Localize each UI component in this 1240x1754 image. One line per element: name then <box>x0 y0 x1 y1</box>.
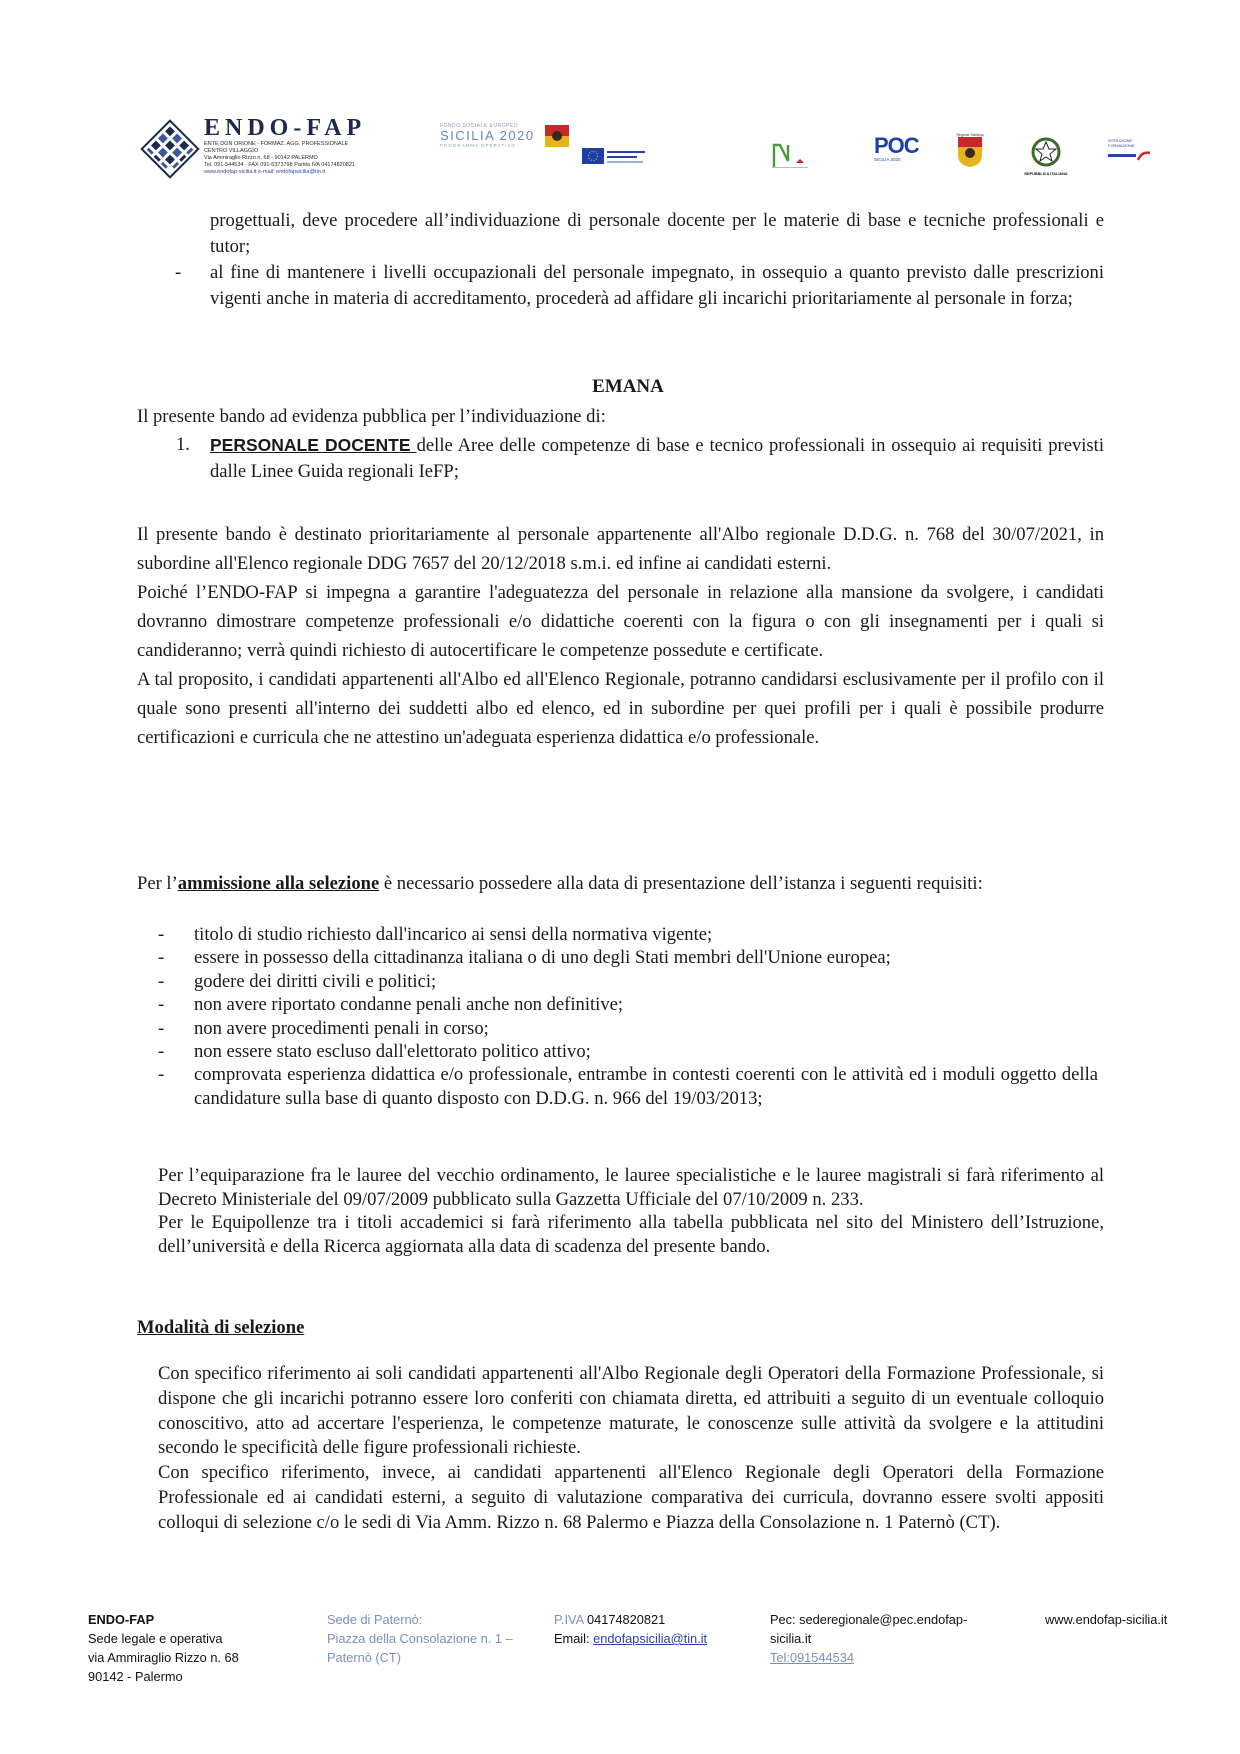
dash-bullet: - <box>158 924 165 945</box>
page-footer <box>0 1610 1240 1690</box>
requirement-text: essere in possesso della cittadinanza italiana o di uno degli Stati membri dell'Unione europea; <box>194 947 891 969</box>
regione-siciliana-logo: Regione Siciliana <box>950 133 990 179</box>
paragraph-modalita-elenco: Con specifico riferimento, invece, ai candidati appartenenti all'Elenco Regionale degli Operatori della Formazione Professionale ed ai candidati esterni, a seguito di valutazione comparativa dei curricula, dovranno essere svolti appositi colloqui di selezione c/o le sedi di Via Amm. Rizzo n. 68 Palermo e Piazza della Consolazione n. 1 Paternò (CT). <box>158 1462 1104 1533</box>
sicilia-2020-logo: FONDO SOCIALE EUROPEO SICILIA 2020 PROGRAMMA OPERATIVO <box>440 123 570 159</box>
brand-line-4: Tel. 091-544534 - FAX 091-6373798 Partita IVA 04174820821 <box>204 162 355 168</box>
footer-website-link[interactable]: www.endofap-sicilia.it <box>1045 1612 1168 1627</box>
requirement-item <box>138 923 1098 946</box>
modalita-heading-block <box>137 1315 537 1341</box>
intro-bullet <box>175 260 1104 312</box>
paragraph-modalita-albo: Con specifico riferimento ai soli candidati appartenenti all'Albo Regionale degli Operatori della Formazione Professionale, si dispone che gli incarichi potranno essere loro conferiti con chiamata diretta, ed attribuiti a seguito di un eventuale colloquio conoscitivo, atto ad accertare l'esperienza, le competenze maturate, le conoscenze sulle attività da svolgere e la attitudini secondo le specificità delle figure professionali richieste. <box>158 1363 1104 1459</box>
dash-bullet: - <box>158 1041 165 1063</box>
requirement-text: non essere stato escluso dall'elettorato politico attivo; <box>194 1041 591 1063</box>
footer-tel-link[interactable]: Tel:091544534 <box>770 1650 854 1665</box>
footer-website <box>1045 1610 1230 1629</box>
requirement-item <box>138 1040 1098 1063</box>
brand-block <box>204 115 366 176</box>
italian-emblem-icon <box>1031 137 1061 167</box>
partner-logos <box>440 125 1240 185</box>
brand-line-5: www.endofap-sicilia.it e-mail: endofapsicilia@tin.it <box>204 169 326 175</box>
brand-line-1: ENTE DON ORIONE - FORMAZ. AGG. PROFESSIONALE <box>204 141 349 147</box>
requirements-list <box>138 923 1098 1110</box>
emana-heading: EMANA <box>592 376 664 397</box>
brand-line-2: CENTRO VILLAGGIO <box>204 148 259 154</box>
emana-intro <box>137 404 1104 430</box>
dash-bullet: - <box>158 947 165 969</box>
paragraph-proposito: A tal proposito, i candidati appartenenti all'Albo ed all'Elenco Regionale, potranno candidarsi esclusivamente per il profilo con il quale sono presenti all'interno dei suddetti albo ed elenco, ed in subordine per quei profili per i quali è possibile produrre certificazioni e curricula che ne attestino un'adeguata esperienza didattica e/o professionale. <box>137 669 1104 748</box>
emana-item-1 <box>176 432 1104 485</box>
modalita-block <box>158 1362 1104 1536</box>
brand-line-3: Via Ammiraglio Rizzo n. 68 - 90142 PALERMO <box>204 155 318 161</box>
trinacria-red-icon <box>545 125 569 147</box>
letterhead <box>140 115 1135 190</box>
brand-name: ENDO-FAP <box>204 115 367 141</box>
dash-bullet: - <box>158 994 165 1016</box>
dash-bullet: - <box>158 970 165 992</box>
istruzione-swoosh-icon <box>1108 151 1154 161</box>
requirement-item <box>138 1017 1098 1040</box>
endofap-diamond-logo <box>140 119 200 179</box>
eu-fund-caption <box>607 149 652 163</box>
regione-shield-icon <box>958 137 982 167</box>
paragraph-equipollenze: Per le Equipollenze tra i titoli accademici si farà riferimento alla tabella pubblicata nel sito del Ministero dell’Istruzione, dell’università e della Ricerca aggiornata alla data di scadenza del presente bando. <box>158 1212 1104 1257</box>
requirement-item <box>138 1063 1098 1110</box>
requirement-text: godere dei diritti civili e politici; <box>194 970 437 992</box>
requirement-text: non avere procedimenti penali in corso; <box>194 1017 489 1039</box>
requirement-item <box>138 993 1098 1016</box>
intro-continuation: progettuali, deve procedere all’individuazione di personale docente per le materie di base e tecniche professionali e tutor; <box>210 210 1104 257</box>
footer-contatti: P.IVA 04174820821 Email: endofapsicilia@tin.it <box>554 1612 708 1646</box>
modalita-heading: Modalità di selezione <box>137 1317 305 1338</box>
dash-bullet: - <box>158 1017 165 1039</box>
poc-logo: POC SICILIA 2020 <box>874 133 919 162</box>
ammissione-intro: Per l’ammissione alla selezione è necessario possedere alla data di presentazione dell’istanza i seguenti requisiti: <box>137 873 983 894</box>
personale-docente-label: PERSONALE DOCENTE <box>210 435 417 455</box>
emana-intro-text: Il presente bando ad evidenza pubblica per l’individuazione di: <box>137 406 606 427</box>
paragraph-equiparazione: Per l’equiparazione fra le lauree del vecchio ordinamento, le lauree specialistiche e le lauree magistrali si farà riferimento al Decreto Ministeriale del 09/07/2009 pubblicato sulla Gazzetta Ufficiale del 07/10/2009 n. 233. <box>158 1165 1104 1210</box>
requirement-item <box>138 946 1098 969</box>
requirement-text: non avere riportato condanne penali anche non definitive; <box>194 994 624 1016</box>
requirement-item <box>138 970 1098 993</box>
istruzione-formazione-logo: ISTRUZIONE FORMAZIONE <box>1108 138 1158 158</box>
dash-bullet: - <box>175 262 182 283</box>
requirement-text: comprovata esperienza didattica e/o professionale, entrambe in contesti coerenti con le attività ed i moduli oggetto della candidature sulla base di quanto disposto con D.D.G. n. 966 del 19/03/2013; <box>194 1064 1098 1109</box>
equiparazione-block <box>158 1164 1104 1258</box>
ammissione-label: ammissione alla selezione <box>177 873 380 894</box>
ministero-lavoro-icon <box>770 139 810 169</box>
paragraph-destinatari: Il presente bando è destinato prioritariamente al personale appartenente all'Albo regionale D.D.G. n. 768 del 30/07/2021, in subordine all'Elenco regionale DDG 7657 del 20/12/2018 s.m.i. ed infine ai candidati esterni. <box>137 524 1104 574</box>
footer-pec: Pec: sederegionale@pec.endofap- sicilia.it Tel:091544534 <box>770 1610 1010 1667</box>
requirement-text: titolo di studio richiesto dall'incarico ai sensi della normativa vigente; <box>194 924 713 945</box>
repubblica-italiana-logo: REPUBBLICA ITALIANA <box>1020 137 1072 181</box>
footer-sede-legale: ENDO-FAP Sede legale e operativa via Ammiraglio Rizzo n. 68 90142 - Palermo <box>88 1612 239 1684</box>
intro-bullet-text: al fine di mantenere i livelli occupazionali del personale impegnato, in ossequio a quanto previsto dalle prescrizioni vigenti anche in materia di accreditamento, procederà ad affidare gli incarichi prioritariamente al personale in forza; <box>210 262 1104 309</box>
dash-bullet: - <box>158 1064 165 1086</box>
footer-email-link[interactable]: endofapsicilia@tin.it <box>593 1631 708 1646</box>
intro-block <box>175 208 1104 312</box>
body-paragraphs <box>137 520 1104 752</box>
footer-sede-paterno: Sede di Paternò: Piazza della Consolazione n. 1 – Paternò (CT) <box>327 1612 513 1665</box>
emana-item-number: 1. <box>176 434 190 455</box>
eu-flag-icon <box>582 148 604 164</box>
paragraph-competenze: Poiché l’ENDO-FAP si impegna a garantire l'adeguatezza del personale in relazione alla mansione da svolgere, i candidati dovranno dimostrare competenze professionali e/o didattiche coerenti con la figura o con gli insegnamenti per i quali si candideranno; verrà quindi richiesto di autocertificare le competenze possedute e certificate. <box>137 582 1104 661</box>
emana-item-text: delle Aree delle competenze di base e tecnico professionali in ossequio ai requisiti previsti dalle Linee Guida regionali IeFP; <box>210 435 1104 482</box>
